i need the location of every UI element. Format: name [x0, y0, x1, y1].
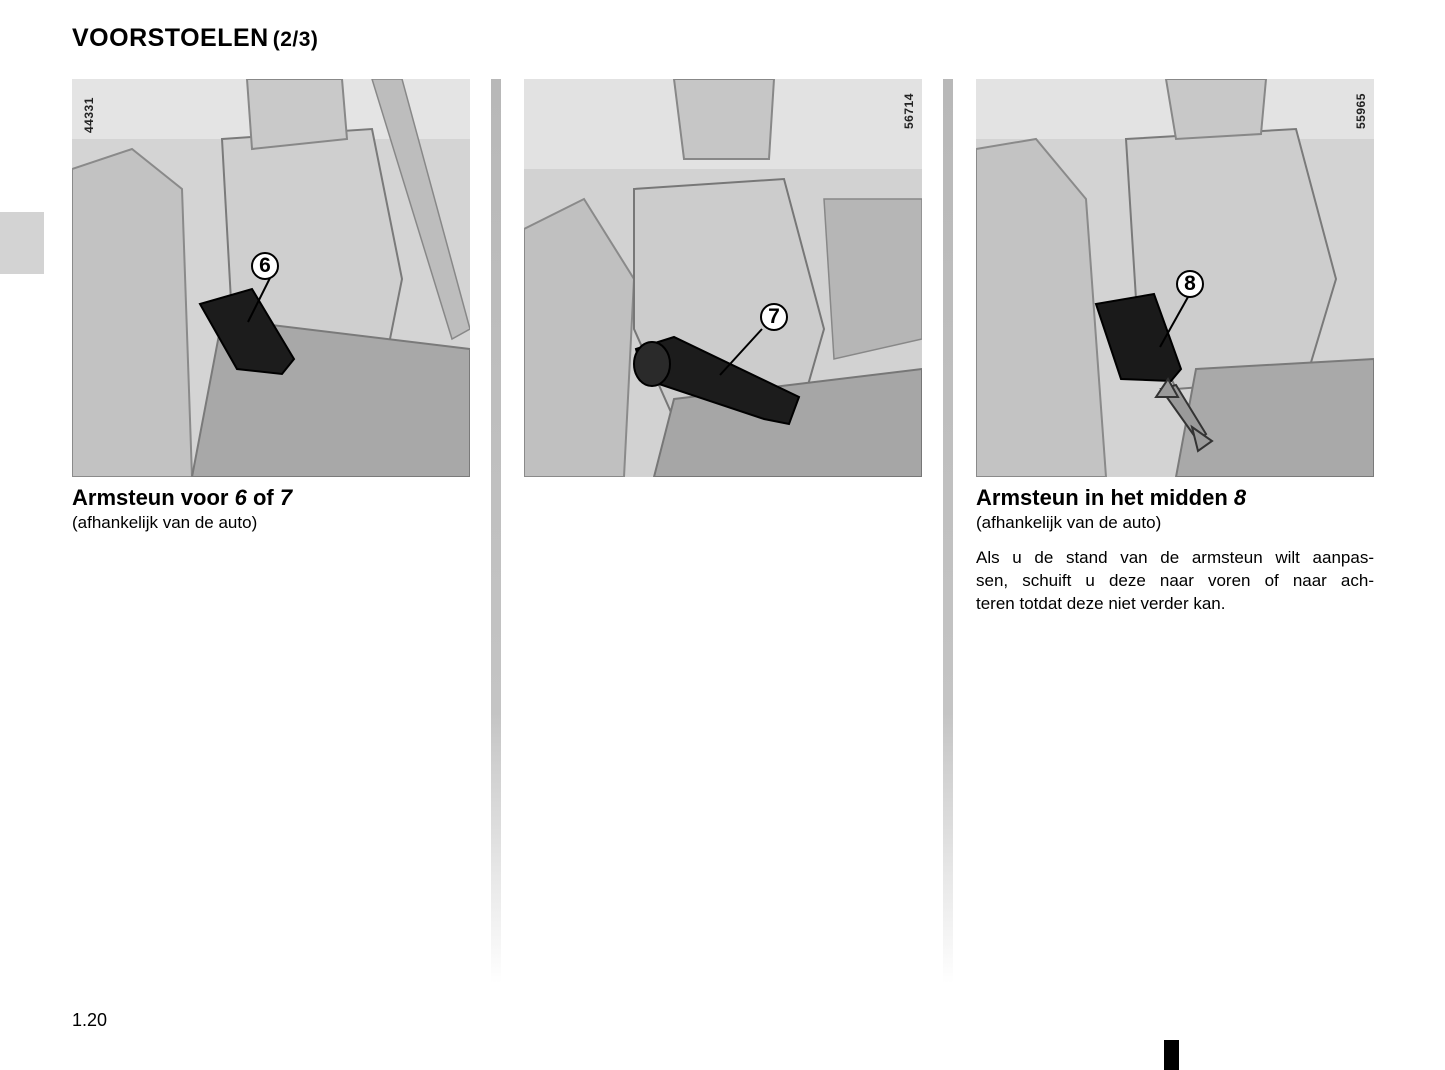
callout-7: 7 — [760, 303, 788, 331]
paragraph-line: sen, schuift u deze naar voren of naar ach- — [976, 571, 1374, 590]
paragraph-line: Als u de stand van de armsteun wilt aanpas- — [976, 548, 1374, 567]
heading-text: Armsteun in het midden — [976, 485, 1234, 510]
availability-note: (afhankelijk van de auto) — [976, 513, 1162, 532]
figure-ref-number: 56714 — [902, 93, 916, 129]
figure-ref-number: 44331 — [82, 97, 96, 133]
page-number: 1.20 — [72, 1010, 108, 1030]
page-edge-marker — [1164, 1040, 1179, 1070]
page-title — [72, 24, 318, 53]
paragraph-line: teren totdat deze niet verder kan. — [976, 594, 1226, 613]
figure-ref-number: 55965 — [1354, 93, 1368, 129]
figure-armrest-8 — [976, 79, 1374, 477]
figure-armrest-7 — [524, 79, 922, 477]
section-heading-front-armrest — [72, 485, 292, 511]
seat-illustration — [524, 79, 922, 477]
heading-separator: of — [246, 485, 280, 510]
callout-6: 6 — [251, 252, 279, 280]
figure-armrest-6 — [72, 79, 470, 477]
seat-illustration — [976, 79, 1374, 477]
heading-ref-6: 6 — [234, 485, 247, 510]
page-title-text: VOORSTOELEN — [72, 24, 269, 52]
heading-text: Armsteun voor — [72, 485, 235, 510]
column-divider — [943, 79, 953, 984]
instruction-paragraph — [976, 546, 1374, 615]
heading-ref-8: 8 — [1233, 485, 1247, 510]
column-divider — [491, 79, 501, 984]
availability-note: (afhankelijk van de auto) — [72, 513, 258, 532]
callout-8: 8 — [1176, 270, 1204, 298]
page-title-part: (2/3) — [272, 28, 319, 51]
section-heading-middle-armrest — [976, 485, 1246, 511]
chapter-tab — [0, 212, 44, 274]
heading-ref-7: 7 — [279, 485, 293, 510]
